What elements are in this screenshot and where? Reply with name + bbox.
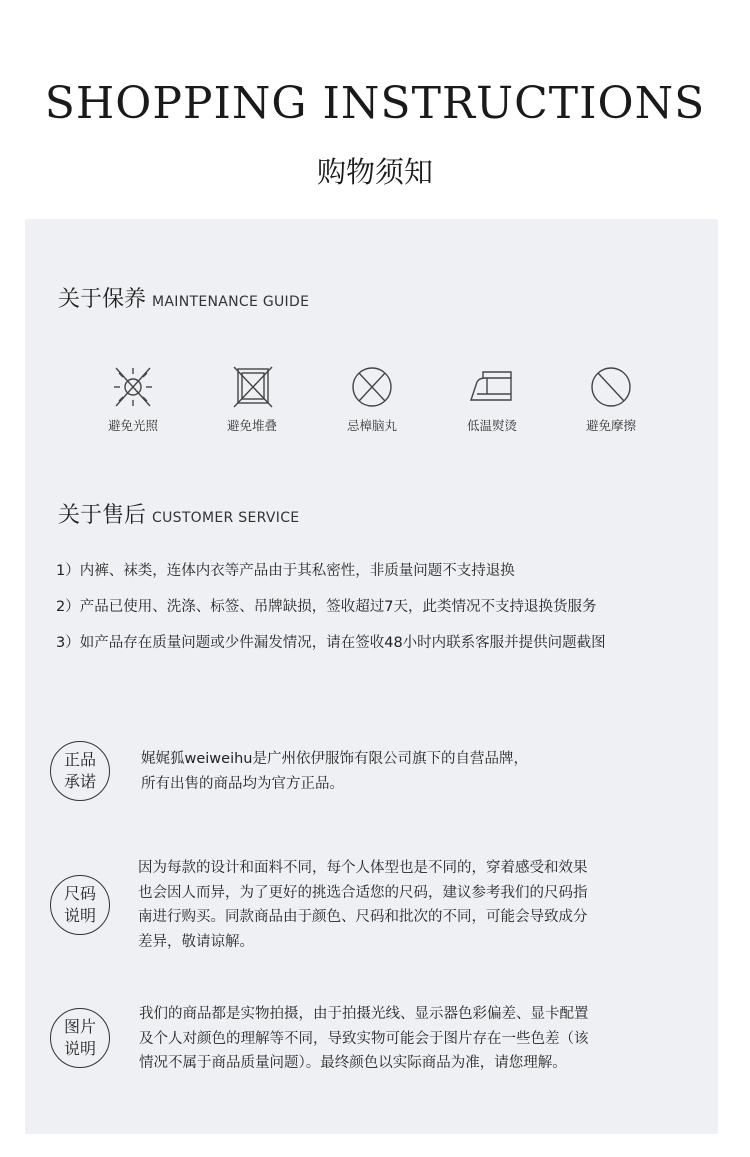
no-sunlight-icon xyxy=(108,364,158,410)
size-badge xyxy=(50,875,110,935)
care-item-low-temp-iron xyxy=(442,364,542,434)
no-friction-icon xyxy=(586,364,636,410)
size-line: 因为每款的设计和面料不同，每个人体型也是不同的，穿着感受和效果 xyxy=(138,860,588,876)
care-label-no-stacking: 避免堆叠 xyxy=(226,418,277,433)
service-title-en: CUSTOMER SERVICE xyxy=(152,510,300,526)
authentic-line: 娓娓狐weiweihu是广州依伊服饰有限公司旗下的自营品牌， xyxy=(141,751,528,767)
service-heading xyxy=(58,498,299,529)
size-line: 也会因人而异，为了更好的挑选合适您的尺码，建议参考我们的尺码指 xyxy=(138,884,588,901)
care-label-no-friction: 避免摩擦 xyxy=(585,418,636,433)
no-stacking-icon xyxy=(227,364,277,410)
maintenance-title-cn: 关于保养 xyxy=(58,287,147,312)
size-description xyxy=(138,856,638,954)
size-line: 差异，敬请谅解。 xyxy=(138,933,254,950)
size-badge-bottom: 说明 xyxy=(63,906,96,925)
care-item-no-sunlight xyxy=(83,364,183,434)
service-rule-3: 3）如产品存在质量问题或少件漏发情况，请在签收48小时内联系客服并提供问题截图 xyxy=(56,635,606,651)
info-panel xyxy=(25,219,718,1134)
image-badge-top: 图片 xyxy=(63,1017,96,1036)
care-label-no-sunlight: 避免光照 xyxy=(107,418,158,433)
page-title-cn: 购物须知 xyxy=(316,155,433,189)
size-line: 南进行购买。同款商品由于颜色、尺码和批次的不同，可能会导致成分 xyxy=(138,909,588,925)
image-badge xyxy=(50,1008,110,1068)
service-title-cn: 关于售后 xyxy=(58,503,147,528)
image-badge-bottom: 说明 xyxy=(63,1039,96,1058)
authentic-badge-bottom: 承诺 xyxy=(63,772,96,791)
image-line: 情况不属于商品质量问题）。最终颜色以实际商品为准，请您理解。 xyxy=(139,1055,567,1071)
image-description xyxy=(139,1002,639,1076)
image-line: 及个人对颜色的理解等不同，导致实物可能会于图片存在一些色差（该 xyxy=(139,1030,589,1047)
care-label-no-mothballs: 忌樟脑丸 xyxy=(346,418,397,433)
page-title-en: SHOPPING INSTRUCTIONS xyxy=(44,78,706,129)
low-temp-iron-icon xyxy=(465,364,519,410)
care-label-low-temp-iron: 低温熨烫 xyxy=(466,418,517,433)
maintenance-title-en: MAINTENANCE GUIDE xyxy=(152,294,310,310)
service-rule-2: 2）产品已使用、洗涤、标签、吊牌缺损，签收超过7天，此类情况不支持退换货服务 xyxy=(56,599,597,615)
authentic-badge xyxy=(50,741,110,801)
authentic-description xyxy=(141,747,641,796)
authentic-badge-top: 正品 xyxy=(63,750,96,769)
no-mothballs-icon xyxy=(347,364,397,410)
care-item-no-friction xyxy=(561,364,661,434)
care-item-no-mothballs xyxy=(322,364,422,434)
image-line: 我们的商品都是实物拍摄，由于拍摄光线、显示器色彩偏差、显卡配置 xyxy=(139,1006,589,1022)
size-badge-top: 尺码 xyxy=(63,884,96,903)
care-item-no-stacking xyxy=(202,364,302,434)
authentic-line: 所有出售的商品均为官方正品。 xyxy=(141,775,344,792)
maintenance-heading xyxy=(58,282,309,313)
service-rule-1: 1）内裤、袜类，连体内衣等产品由于其私密性，非质量问题不支持退换 xyxy=(56,563,515,579)
